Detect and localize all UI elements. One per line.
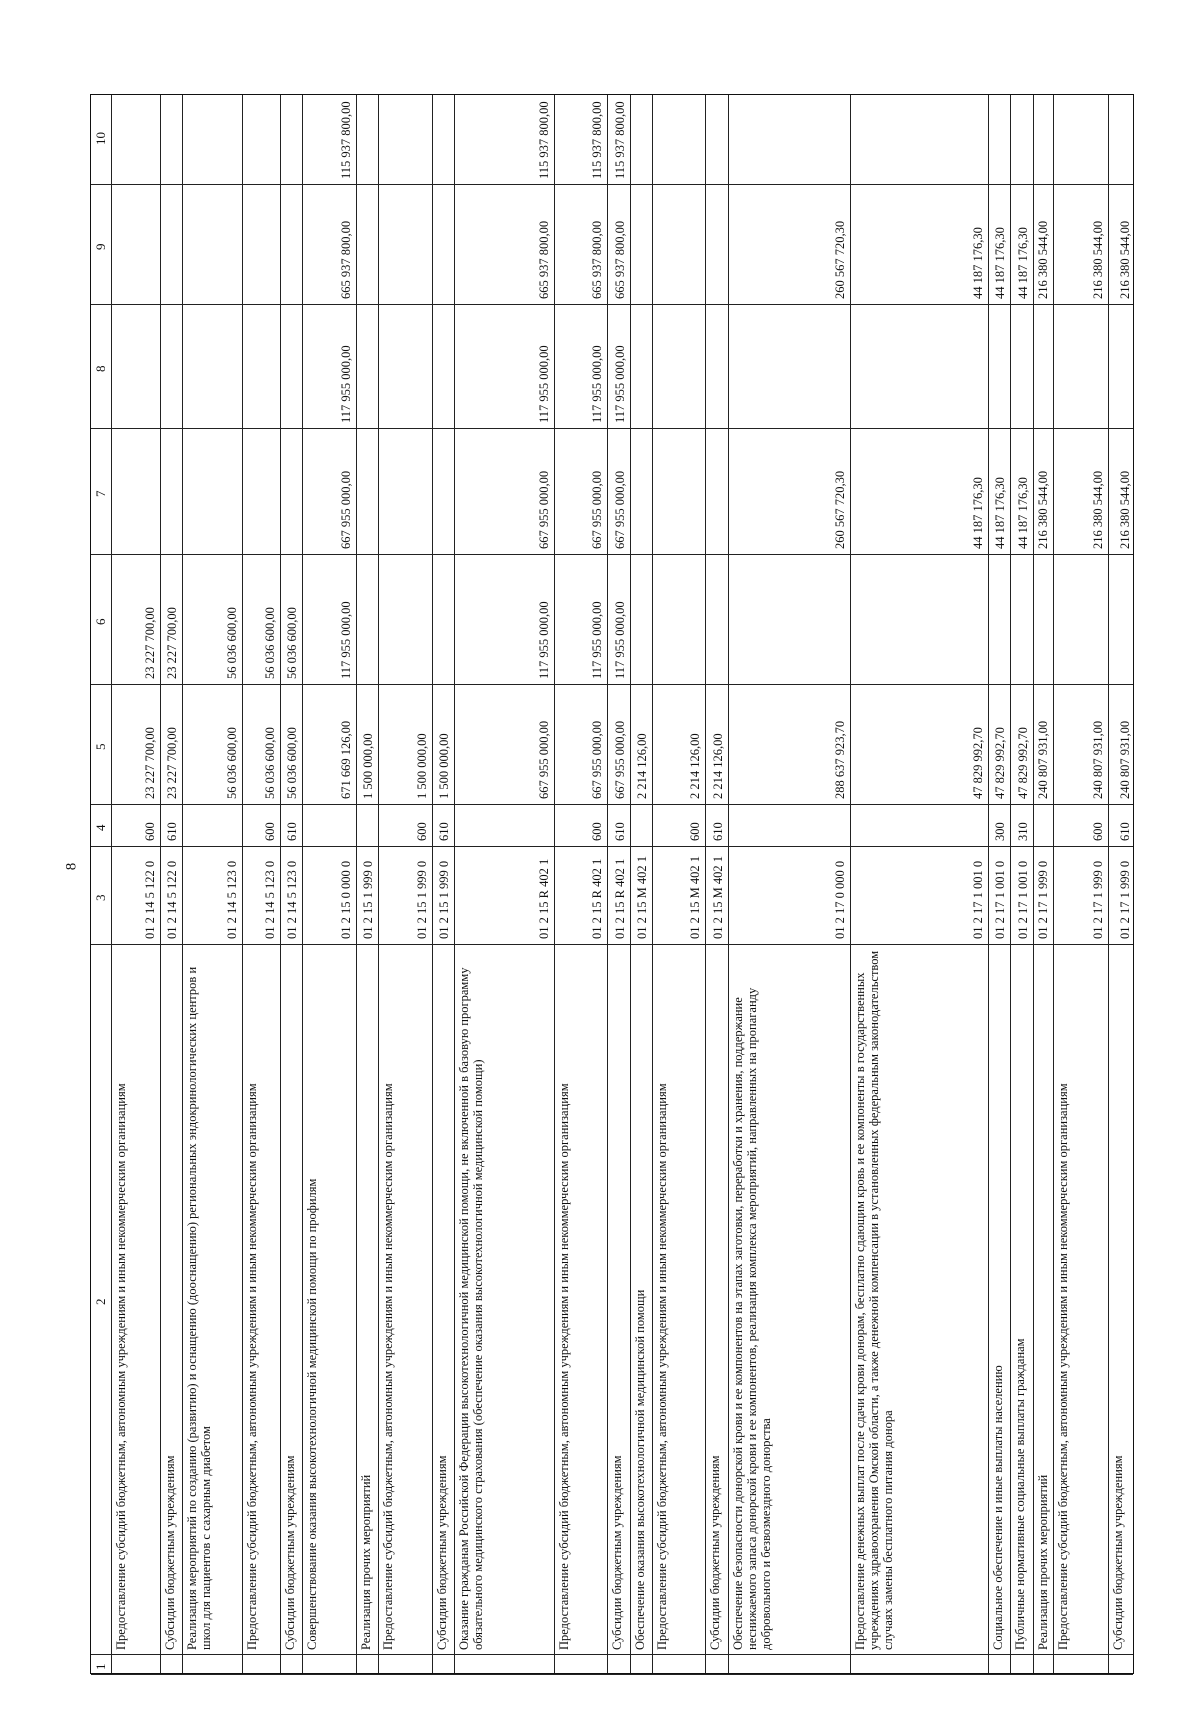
row-code: 01 2 15 1 999 0 bbox=[414, 860, 429, 939]
row-amount: 216 380 544,00 bbox=[1035, 470, 1050, 549]
row-separator bbox=[554, 95, 555, 1673]
column-header-label: 2 bbox=[93, 1298, 108, 1305]
row-amount: 115 937 800,00 bbox=[612, 101, 627, 179]
row-separator bbox=[356, 95, 357, 1673]
column-band-6 bbox=[91, 555, 1133, 685]
row-code: 01 2 17 1 001 0 bbox=[971, 860, 986, 939]
row-amount: 117 955 000,00 bbox=[590, 345, 605, 423]
row-amount: 117 955 000,00 bbox=[536, 601, 551, 679]
row-name: Обеспечение оказания высокотехнологичной медицинской помощи bbox=[632, 1289, 647, 1650]
row-amount: 117 955 000,00 bbox=[338, 601, 353, 679]
row-amount: 44 187 176,30 bbox=[1015, 227, 1030, 299]
row-amount: 216 380 544,00 bbox=[1091, 220, 1106, 299]
row-amount: 665 937 800,00 bbox=[536, 220, 551, 299]
column-header-label: 6 bbox=[93, 618, 108, 625]
header-separator bbox=[111, 95, 112, 1673]
row-kvr: 310 bbox=[1015, 822, 1030, 841]
row-separator bbox=[652, 95, 653, 1673]
row-separator bbox=[182, 95, 183, 1673]
row-amount: 47 829 992,70 bbox=[993, 727, 1008, 799]
column-header-label: 9 bbox=[93, 243, 108, 250]
row-separator bbox=[1053, 95, 1054, 1673]
row-amount: 56 036 600,00 bbox=[263, 727, 278, 799]
row-amount: 1 500 000,00 bbox=[361, 733, 376, 799]
column-band-4 bbox=[91, 805, 1133, 847]
row-kvr: 610 bbox=[436, 822, 451, 841]
row-name: Предоставление субсидий бюджетным, автономным учреждениям и иным некоммерческим организациям bbox=[654, 1083, 669, 1650]
row-amount: 23 227 700,00 bbox=[142, 727, 157, 799]
row-separator bbox=[454, 95, 455, 1673]
row-amount: 115 937 800,00 bbox=[338, 101, 353, 179]
column-header-label: 1 bbox=[93, 1663, 108, 1670]
row-amount: 44 187 176,30 bbox=[971, 227, 986, 299]
row-code: 01 2 14 5 123 0 bbox=[225, 860, 240, 939]
row-separator bbox=[630, 95, 631, 1673]
row-separator bbox=[728, 95, 729, 1673]
row-amount: 115 937 800,00 bbox=[590, 101, 605, 179]
row-amount: 56 036 600,00 bbox=[263, 607, 278, 679]
row-name: Публичные нормативные социальные выплаты гражданам bbox=[1013, 1338, 1028, 1650]
row-amount: 23 227 700,00 bbox=[165, 727, 180, 799]
row-amount: 47 829 992,70 bbox=[1015, 727, 1030, 799]
row-separator bbox=[302, 95, 303, 1673]
row-name: Субсидии бюджетным учреждениям bbox=[283, 1455, 298, 1650]
row-code: 01 2 14 5 122 0 bbox=[165, 860, 180, 939]
row-separator bbox=[988, 95, 989, 1673]
row-kvr: 600 bbox=[688, 822, 703, 841]
row-separator bbox=[160, 95, 161, 1673]
row-amount: 667 955 000,00 bbox=[536, 720, 551, 799]
row-amount: 240 807 931,00 bbox=[1118, 720, 1132, 799]
row-name: Совершенствование оказания высокотехнологичной медицинской помощи по профилям bbox=[305, 1178, 320, 1650]
row-amount: 667 955 000,00 bbox=[338, 470, 353, 549]
column-header-label: 5 bbox=[93, 743, 108, 750]
budget-table bbox=[90, 94, 1134, 1674]
row-kvr: 600 bbox=[263, 822, 278, 841]
row-amount: 47 829 992,70 bbox=[971, 727, 986, 799]
column-header-label: 10 bbox=[93, 132, 108, 145]
row-name: Субсидии бюджетным учреждениям bbox=[708, 1455, 723, 1650]
row-amount: 667 955 000,00 bbox=[536, 470, 551, 549]
row-amount: 665 937 800,00 bbox=[338, 220, 353, 299]
row-amount: 44 187 176,30 bbox=[993, 227, 1008, 299]
column-band-10 bbox=[91, 95, 1133, 185]
row-amount: 2 214 126,00 bbox=[634, 733, 649, 799]
row-name: Реализация прочих мероприятий bbox=[358, 1474, 373, 1650]
row-amount: 1 500 000,00 bbox=[436, 733, 451, 799]
row-name: Субсидии бюджетным учреждениям bbox=[1111, 1455, 1126, 1650]
row-name: Обеспечение безопасности донорской крови и ее компонентов на этапах заготовки, переработки и хранения, поддержание неснижаемого запаса донорской крови и ее компонентов, реализация комплекса мероприятий, направленных на пропаганду добровольного и безвозмездного донорства bbox=[730, 987, 773, 1650]
row-amount: 260 567 720,30 bbox=[833, 220, 848, 299]
row-name: Оказание гражданам Российской Федерации высокотехнологичной медицинской помощи, не включенной в базовую программу обязательного медицинского страхования (обеспечение оказания высокотехнологичной медицинской помощи) bbox=[456, 967, 485, 1650]
row-separator bbox=[705, 95, 706, 1673]
row-separator bbox=[280, 95, 281, 1673]
row-name: Предоставление субсидий бюджетным, автономным учреждениям и иным некоммерческим организациям bbox=[114, 1083, 128, 1650]
row-kvr: 600 bbox=[1091, 822, 1106, 841]
row-amount: 667 955 000,00 bbox=[590, 720, 605, 799]
column-header-label: 7 bbox=[93, 490, 108, 497]
row-code: 01 2 17 1 001 0 bbox=[993, 860, 1008, 939]
row-kvr: 600 bbox=[414, 822, 429, 841]
row-separator bbox=[1033, 95, 1034, 1673]
row-amount: 44 187 176,30 bbox=[971, 477, 986, 549]
row-amount: 23 227 700,00 bbox=[142, 607, 157, 679]
row-amount: 117 955 000,00 bbox=[612, 601, 627, 679]
row-amount: 667 955 000,00 bbox=[612, 720, 627, 799]
row-amount: 216 380 544,00 bbox=[1091, 470, 1106, 549]
row-code: 01 2 17 1 999 0 bbox=[1035, 860, 1050, 939]
row-code: 01 2 15 R 402 1 bbox=[536, 858, 551, 939]
row-amount: 1 500 000,00 bbox=[414, 733, 429, 799]
row-amount: 23 227 700,00 bbox=[165, 607, 180, 679]
column-header-label: 8 bbox=[93, 365, 108, 372]
row-separator bbox=[850, 95, 851, 1673]
row-code: 01 2 15 1 999 0 bbox=[436, 860, 451, 939]
row-amount: 56 036 600,00 bbox=[225, 727, 240, 799]
row-separator bbox=[432, 95, 433, 1673]
row-kvr: 610 bbox=[285, 822, 300, 841]
row-kvr: 610 bbox=[1118, 822, 1132, 841]
row-code: 01 2 17 1 999 0 bbox=[1118, 860, 1132, 939]
row-name: Реализация прочих мероприятий bbox=[1035, 1474, 1050, 1650]
row-code: 01 2 14 5 122 0 bbox=[142, 860, 157, 939]
row-amount: 115 937 800,00 bbox=[536, 101, 551, 179]
row-name: Субсидии бюджетным учреждениям bbox=[162, 1455, 177, 1650]
row-kvr: 600 bbox=[142, 822, 157, 841]
column-band-1 bbox=[91, 1655, 1133, 1675]
row-code: 01 2 15 M 402 1 bbox=[634, 856, 649, 939]
row-code: 01 2 15 1 999 0 bbox=[361, 860, 376, 939]
row-amount: 665 937 800,00 bbox=[590, 220, 605, 299]
row-amount: 44 187 176,30 bbox=[993, 477, 1008, 549]
column-header-label: 4 bbox=[93, 824, 108, 831]
row-amount: 216 380 544,00 bbox=[1035, 220, 1050, 299]
row-code: 01 2 14 5 123 0 bbox=[285, 860, 300, 939]
row-kvr: 610 bbox=[612, 822, 627, 841]
page-number: 8 bbox=[63, 862, 80, 871]
row-separator bbox=[378, 95, 379, 1673]
row-kvr: 600 bbox=[590, 822, 605, 841]
row-amount: 216 380 544,00 bbox=[1118, 220, 1132, 299]
row-name: Социальное обеспечение и иные выплаты населению bbox=[991, 1365, 1006, 1650]
row-kvr: 610 bbox=[165, 822, 180, 841]
row-amount: 667 955 000,00 bbox=[612, 470, 627, 549]
row-code: 01 2 15 M 402 1 bbox=[710, 856, 725, 939]
row-name: Субсидии бюджетным учреждениям bbox=[610, 1455, 625, 1650]
row-name: Субсидии бюджетным учреждениям bbox=[434, 1455, 449, 1650]
row-amount: 288 637 923,70 bbox=[833, 720, 848, 799]
row-amount: 671 669 126,00 bbox=[338, 720, 353, 799]
row-code: 01 2 17 0 000 0 bbox=[833, 860, 848, 939]
row-code: 01 2 14 5 123 0 bbox=[263, 860, 278, 939]
row-amount: 117 955 000,00 bbox=[338, 345, 353, 423]
row-separator bbox=[1010, 95, 1011, 1673]
row-amount: 667 955 000,00 bbox=[590, 470, 605, 549]
row-amount: 665 937 800,00 bbox=[612, 220, 627, 299]
row-amount: 56 036 600,00 bbox=[285, 607, 300, 679]
row-code: 01 2 17 1 001 0 bbox=[1015, 860, 1030, 939]
row-name: Предоставление субсидий бюджетным, автономным учреждениям и иным некоммерческим организациям bbox=[381, 1083, 396, 1650]
row-amount: 117 955 000,00 bbox=[536, 345, 551, 423]
row-amount: 2 214 126,00 bbox=[688, 733, 703, 799]
row-name: Реализация мероприятий по созданию (развитию) и оснащению (дооснащению) региональных эндокринологических центров и школ для пациентов с сахарным диабетом bbox=[185, 966, 214, 1650]
row-code: 01 2 15 R 402 1 bbox=[590, 858, 605, 939]
row-separator bbox=[607, 95, 608, 1673]
row-separator bbox=[1108, 95, 1109, 1673]
row-amount: 56 036 600,00 bbox=[285, 727, 300, 799]
row-amount: 216 380 544,00 bbox=[1118, 470, 1132, 549]
row-name: Предоставление субсидий бюджетным, автономным учреждениям и иным некоммерческим организациям bbox=[245, 1083, 260, 1650]
column-header-label: 3 bbox=[93, 894, 108, 901]
row-kvr: 610 bbox=[710, 822, 725, 841]
row-code: 01 2 15 M 402 1 bbox=[688, 856, 703, 939]
row-code: 01 2 15 0 000 0 bbox=[338, 860, 353, 939]
row-code: 01 2 17 1 999 0 bbox=[1091, 860, 1106, 939]
row-amount: 44 187 176,30 bbox=[1015, 477, 1030, 549]
row-amount: 240 807 931,00 bbox=[1091, 720, 1106, 799]
row-name: Предоставление субсидий бюджетным, автономным учреждениям и иным некоммерческим организациям bbox=[1055, 1083, 1070, 1650]
row-amount: 117 955 000,00 bbox=[590, 601, 605, 679]
row-code: 01 2 15 R 402 1 bbox=[612, 858, 627, 939]
row-kvr: 300 bbox=[993, 822, 1008, 841]
row-amount: 56 036 600,00 bbox=[225, 607, 240, 679]
row-name: Предоставление субсидий бюджетным, автономным учреждениям и иным некоммерческим организациям bbox=[556, 1083, 571, 1650]
row-amount: 260 567 720,30 bbox=[833, 470, 848, 549]
row-separator bbox=[242, 95, 243, 1673]
row-name: Предоставление денежных выплат после сдачи крови донорам, бесплатно сдающим кровь и ее компоненты в государственных учреждениях здравоохранения Омской области, а также денежной компенсации в установленных федеральным законодательством случаях замены бесплатного питания донора bbox=[853, 950, 896, 1650]
row-amount: 2 214 126,00 bbox=[710, 733, 725, 799]
row-amount: 240 807 931,00 bbox=[1035, 720, 1050, 799]
column-band-8 bbox=[91, 305, 1133, 429]
row-amount: 117 955 000,00 bbox=[612, 345, 627, 423]
